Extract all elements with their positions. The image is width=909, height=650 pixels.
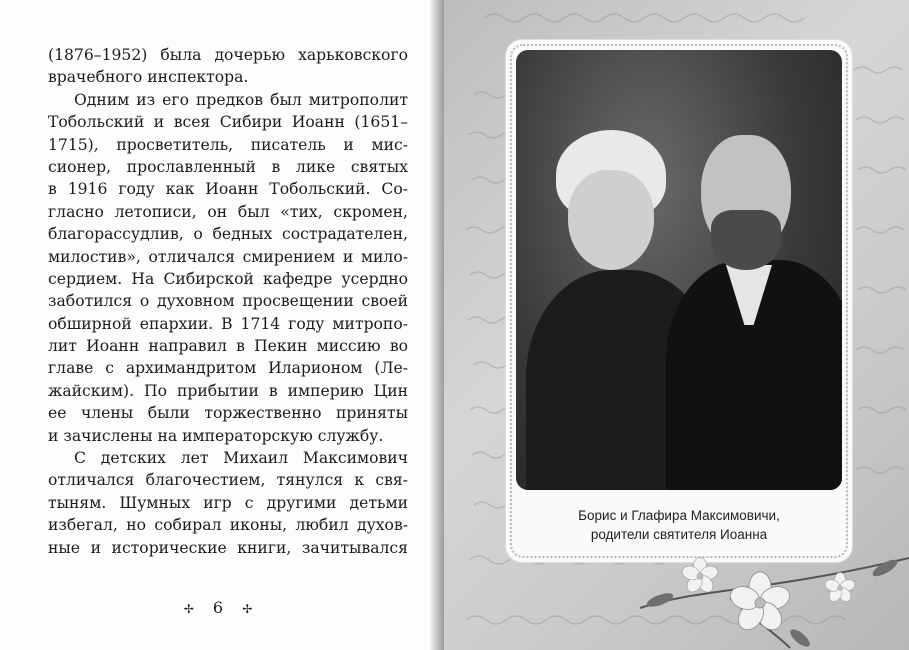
text-line: избегал, но собирал иконы, любил духов- (48, 516, 408, 535)
text-line: обширной епархии. В 1714 году митропо- (48, 314, 408, 333)
text-line: в 1916 году как Иоанн Тобольский. Со- (48, 180, 408, 199)
text-line: гласно летописи, он был «тих, скромен, (48, 202, 408, 221)
text-line: 1715), просветитель, писатель и мис- (48, 135, 408, 154)
text-line: ные и исторические книги, зачитывался (48, 538, 408, 557)
body-text (48, 44, 408, 559)
text-line: благорассудлив, о бедных сострадателен, (48, 225, 408, 244)
photo-caption (506, 506, 852, 544)
text-line: (1876–1952) была дочерью харьковского (48, 46, 408, 64)
text-line: Одним из его предков был митрополит (74, 90, 408, 109)
ornament-left-icon: ✢ (183, 601, 194, 616)
man-beard (711, 210, 781, 270)
text-line: милостив», отличался смирением и мило- (48, 247, 408, 266)
text-line: отличался благочестием, тянулся к свя- (48, 471, 408, 490)
text-line: врачебного инспектора. (48, 68, 249, 87)
text-line: сионер, прославленный в лике святых (48, 157, 408, 176)
text-line: и зачислены на императорскую службу. (48, 426, 384, 445)
cherry-blossom-icon (640, 548, 909, 650)
left-page (0, 0, 436, 650)
ornament-right-icon: ✢ (242, 601, 253, 616)
text-line: С детских лет Михаил Максимович (74, 449, 408, 468)
woman-face (568, 170, 654, 270)
text-line: тыням. Шумных игр с другими детьми (48, 493, 408, 512)
page-footer (0, 598, 436, 617)
caption-line-2: родители святителя Иоанна (590, 527, 768, 542)
text-line: лит Иоанн направил в Пекин миссию во (48, 337, 408, 356)
text-line: ее члены были торжественно приняты (48, 404, 408, 423)
text-line: жайским). По прибытии в империю Цин (48, 381, 408, 400)
text-line: заботился о духовном просвещении своей (48, 292, 408, 311)
book-gutter (430, 0, 444, 650)
page-number: 6 (212, 598, 224, 617)
text-line: Тобольский и всея Сибири Иоанн (1651– (48, 113, 408, 132)
portrait-photo-icon (516, 50, 842, 490)
text-line: сердием. На Сибирской кафедре усердно (48, 269, 408, 288)
caption-line-1: Борис и Глафира Максимовичи, (578, 508, 780, 523)
text-line: главе с архимандритом Иларионом (Ле- (48, 359, 408, 378)
